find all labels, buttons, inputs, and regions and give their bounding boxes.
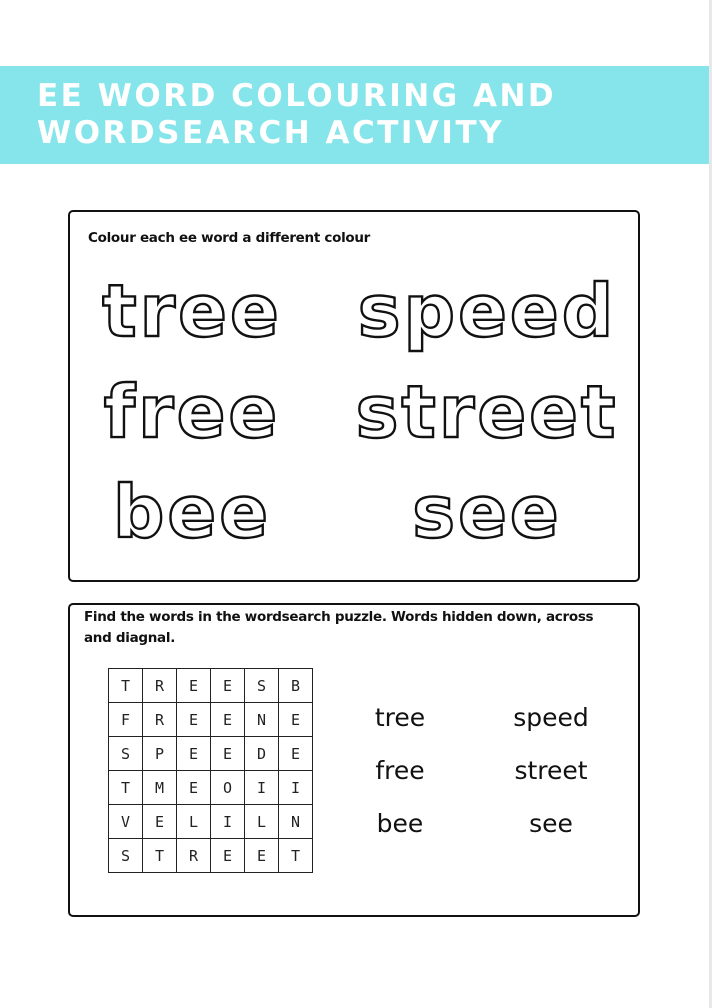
grid-cell: E	[177, 737, 211, 771]
grid-cell: E	[279, 703, 313, 737]
grid-row	[109, 703, 313, 737]
grid-cell: V	[109, 805, 143, 839]
wordsearch-grid	[108, 668, 313, 873]
grid-row	[109, 839, 313, 873]
page-title-line-1: EE WORD COLOURING AND	[37, 78, 557, 114]
grid-cell: I	[279, 771, 313, 805]
word-list-item-street: street	[514, 756, 588, 785]
grid-row	[109, 805, 313, 839]
word-list-item-speed: speed	[513, 703, 589, 732]
grid-cell: E	[211, 737, 245, 771]
page-title-line-2: WORDSEARCH ACTIVITY	[37, 115, 505, 151]
outline-word-tree: tree	[102, 269, 282, 353]
grid-cell: R	[143, 669, 177, 703]
grid-cell: E	[211, 703, 245, 737]
wordsearch-section	[68, 603, 640, 917]
grid-cell: E	[143, 805, 177, 839]
grid-cell: R	[143, 703, 177, 737]
grid-cell: M	[143, 771, 177, 805]
grid-cell: T	[279, 839, 313, 873]
outline-word-free: free	[103, 370, 281, 454]
word-list-item-tree: tree	[374, 703, 426, 732]
colouring-instruction: Colour each ee word a different colour	[88, 230, 371, 246]
grid-cell: T	[109, 771, 143, 805]
grid-cell: I	[211, 805, 245, 839]
grid-cell: E	[211, 669, 245, 703]
grid-cell: O	[211, 771, 245, 805]
word-list-item-bee: bee	[376, 809, 424, 838]
outline-word-bee: bee	[112, 470, 272, 554]
grid-cell: N	[279, 805, 313, 839]
outline-word-see: see	[412, 470, 562, 554]
colouring-section	[68, 210, 640, 582]
grid-cell: E	[177, 669, 211, 703]
outline-word-speed: speed	[357, 269, 617, 353]
grid-cell: R	[177, 839, 211, 873]
grid-cell: T	[143, 839, 177, 873]
grid-cell: E	[211, 839, 245, 873]
grid-cell: I	[245, 771, 279, 805]
grid-cell: B	[279, 669, 313, 703]
grid-cell: L	[177, 805, 211, 839]
title-banner	[0, 66, 709, 164]
grid-row	[109, 669, 313, 703]
grid-cell: E	[279, 737, 313, 771]
grid-cell: E	[177, 771, 211, 805]
grid-cell: S	[245, 669, 279, 703]
grid-cell: S	[109, 737, 143, 771]
wordsearch-instruction: Find the words in the wordsearch puzzle. Words hidden down, across and diagnal.	[84, 609, 594, 646]
word-list-item-see: see	[529, 809, 573, 838]
grid-cell: T	[109, 669, 143, 703]
grid-cell: E	[177, 703, 211, 737]
grid-cell: P	[143, 737, 177, 771]
grid-cell: D	[245, 737, 279, 771]
outline-words	[70, 212, 638, 580]
grid-row	[109, 771, 313, 805]
word-list-item-free: free	[375, 756, 425, 785]
grid-cell: L	[245, 805, 279, 839]
outline-word-street: street	[355, 370, 619, 454]
grid-row	[109, 737, 313, 771]
grid-cell: S	[109, 839, 143, 873]
grid-cell: N	[245, 703, 279, 737]
grid-cell: E	[245, 839, 279, 873]
grid-cell: F	[109, 703, 143, 737]
